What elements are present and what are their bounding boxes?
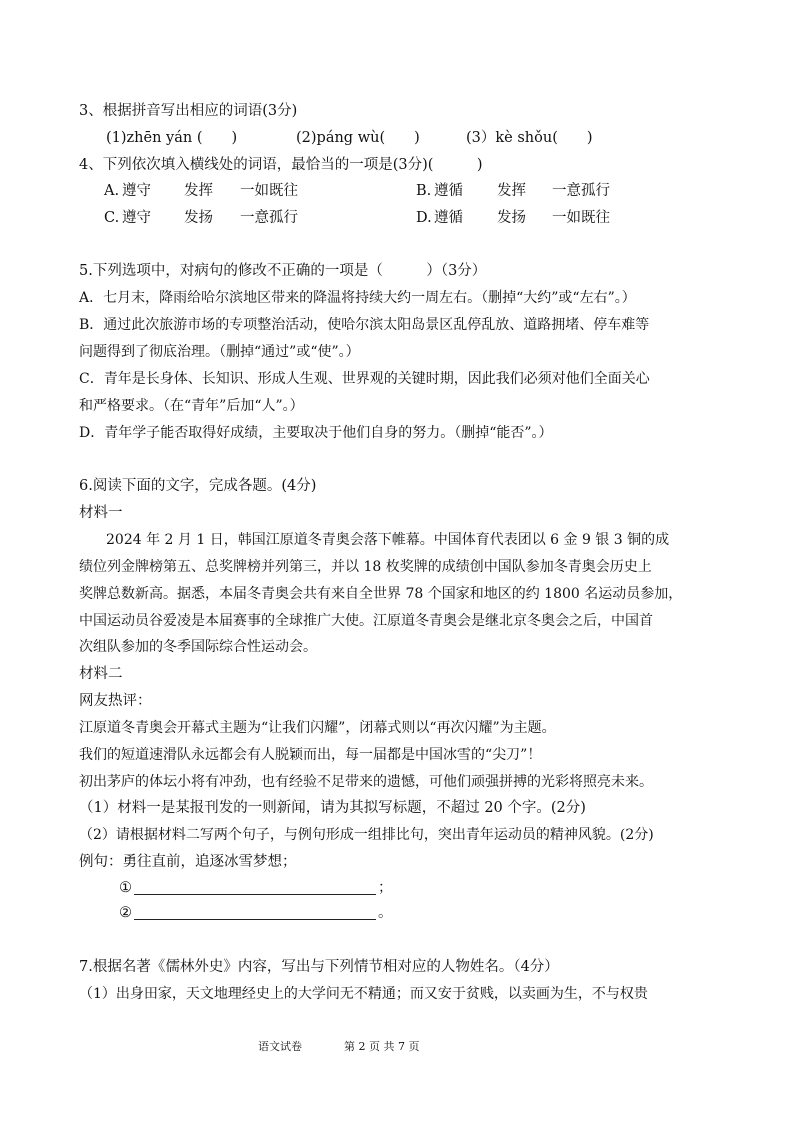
footer-page-number: 第 2 页 共 7 页	[344, 1040, 420, 1053]
q4-option-c-word-3: 一意孤行	[240, 210, 298, 226]
answer-1-blank[interactable]	[134, 894, 376, 895]
q3-item-2: (2)páng wù( )	[296, 130, 420, 146]
answer-2-end: 。	[378, 905, 393, 921]
q4-option-a-label: A.	[104, 183, 120, 199]
material-1-line-5: 次组队参加的冬季国际综合性运动会。	[79, 639, 317, 655]
q5-option-a: A．七月末，降雨给哈尔滨地区带来的降温将持续大约一周左右。（删掉“大约”或“左右”。）	[79, 290, 636, 306]
q4-stem: 4、下列依次填入横线处的词语，最恰当的一项是(3分)( )	[79, 157, 483, 173]
q7-stem: 7.根据名著《儒林外史》内容，写出与下列情节相对应的人物姓名。（4分）	[79, 959, 559, 975]
q4-option-a-word-1: 遵守	[122, 183, 151, 199]
footer-subject: 语文试卷	[258, 1040, 302, 1053]
material-1-title: 材料一	[79, 505, 123, 521]
q4-option-d-label: D.	[416, 210, 432, 226]
material-2-line-3: 初出茅庐的体坛小将有冲劲，也有经验不足带来的遗憾，可他们顽强拼搏的光彩将照亮未来。	[79, 774, 653, 790]
answer-1-end: ；	[378, 880, 393, 896]
q4-option-a-word-2: 发挥	[184, 183, 213, 199]
q4-option-d-word-3: 一如既往	[552, 210, 610, 226]
q4-option-c-word-1: 遵守	[122, 210, 151, 226]
q4-option-b-word-2: 发挥	[497, 183, 526, 199]
q5-option-d: D．青年学子能否取得好成绩，主要取决于他们自身的努力。（删掉“能否”。）	[79, 425, 553, 441]
q3-item-1: (1)zhēn yán ( )	[106, 130, 238, 146]
material-2-line-2: 我们的短道速滑队永远都会有人脱颖而出，每一届都是中国冰雪的“尖刀”！	[79, 747, 542, 763]
q6-stem: 6.阅读下面的文字，完成各题。(4分)	[79, 478, 317, 494]
q5-option-c-line-2: 和严格要求。（在“青年”后加“人”。）	[79, 398, 304, 414]
material-1-line-1: 2024 年 2 月 1 日，韩国江原道冬青奥会落下帷幕。中国体育代表团以 6 金 9 银 3 铜的成	[106, 532, 670, 548]
q4-option-c-word-2: 发扬	[184, 210, 213, 226]
q4-option-d-word-2: 发扬	[497, 210, 526, 226]
q4-option-b-word-3: 一意孤行	[552, 183, 610, 199]
q5-stem: 5.下列选项中，对病句的修改不正确的一项是（ ）（3分）	[79, 263, 487, 279]
q3-item-3: (3）kè shǒu( )	[466, 130, 593, 146]
material-2-title: 材料二	[79, 666, 123, 682]
q5-option-c-line-1: C．青年是长身体、长知识、形成人生观、世界观的关键时期，因此我们必须对他们全面关心	[79, 371, 650, 387]
material-2-subtitle: 网友热评：	[79, 693, 152, 709]
q7-sub-question-1: （1）出身田家，天文地理经史上的大学问无不精通；而又安于贫贱，以卖画为生，不与权贵	[79, 986, 648, 1002]
q6-sub-question-2: （2）请根据材料二写两个句子，与例句形成一组排比句，突出青年运动员的精神风貌。(2分)	[79, 827, 654, 843]
q5-option-b-line-1: B．通过此次旅游市场的专项整治活动，使哈尔滨太阳岛景区乱停乱放、道路拥堵、停车难等	[79, 317, 650, 333]
q6-example: 例句：勇往直前，追逐冰雪梦想；	[79, 854, 297, 870]
q4-option-a-word-3: 一如既往	[240, 183, 298, 199]
answer-1-marker: ①	[119, 880, 132, 896]
answer-2-blank[interactable]	[134, 919, 376, 920]
answer-2-marker: ②	[119, 905, 132, 921]
material-1-line-3: 奖牌总数新高。据悉，本届冬青奥会共有来自全世界 78 个国家和地区的约 1800 名运动员参加，	[79, 586, 683, 602]
q4-option-d-word-1: 遵循	[434, 210, 463, 226]
material-1-line-4: 中国运动员谷爱凌是本届赛事的全球推广大使。江原道冬青奥会是继北京冬奥会之后，中国首	[79, 613, 653, 629]
q3-stem: 3、根据拼音写出相应的词语(3分)	[79, 103, 298, 119]
q5-option-b-line-2: 问题得到了彻底治理。（删掉“通过”或“使”。）	[79, 344, 360, 360]
material-2-line-1: 江原道冬青奥会开幕式主题为“让我们闪耀”，闭幕式则以“再次闪耀”为主题。	[79, 720, 556, 736]
q6-sub-question-1: （1）材料一是某报刊发的一则新闻，请为其拟写标题，不超过 20 个字。(2分)	[79, 800, 586, 816]
q4-option-c-label: C.	[104, 210, 120, 226]
q4-option-b-word-1: 遵循	[434, 183, 463, 199]
material-1-line-2: 绩位列金牌榜第五、总奖牌榜并列第三，并以 18 枚奖牌的成绩创中国队参加冬青奥会历史上	[79, 559, 652, 575]
q4-option-b-label: B.	[416, 183, 432, 199]
